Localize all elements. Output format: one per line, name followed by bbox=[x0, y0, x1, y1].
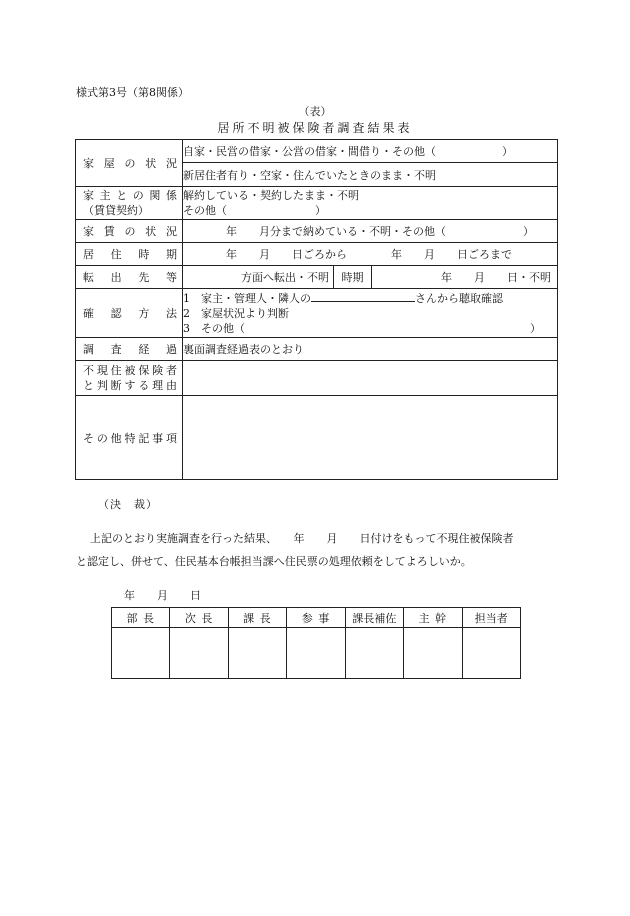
confirmation-item-3 bbox=[183, 321, 557, 336]
approval-header-kacho: 課 長 bbox=[228, 608, 286, 628]
decision-date: 年 月 日 bbox=[124, 589, 201, 602]
landlord-relation-line2: その他（ ） bbox=[183, 204, 326, 217]
approval-header-tantosha: 担当者 bbox=[462, 608, 520, 628]
investigation-process-label: 調査経過 bbox=[76, 338, 183, 361]
informant-name-blank bbox=[311, 290, 415, 302]
decision-paragraph-line1: 上記のとおり実施調査を行った結果、 年 月 日付けをもって不現住被保険者 bbox=[90, 532, 514, 545]
landlord-relation-label-line2: （賃貸契約） bbox=[83, 204, 149, 217]
moved-period-label: 時期 bbox=[334, 266, 372, 289]
decision-paragraph bbox=[76, 527, 556, 573]
confirmation-item-2: 2 家屋状況より判断 bbox=[183, 307, 289, 320]
approval-stamp-cell[interactable] bbox=[404, 628, 462, 679]
rent-status-value: 年 月分まで納めている・不明・その他（ ） bbox=[183, 220, 558, 243]
approval-header-sanji: 参 事 bbox=[287, 608, 345, 628]
reason-label bbox=[76, 361, 183, 396]
housing-status-label: 家屋の状況 bbox=[76, 140, 183, 187]
landlord-relation-label bbox=[76, 187, 183, 220]
moved-to-label: 転出先等 bbox=[76, 266, 183, 289]
other-notes-value[interactable] bbox=[183, 396, 558, 480]
investigation-process-value: 裏面調査経過表のとおり bbox=[183, 338, 558, 361]
housing-status-line1: 自家・民営の借家・公営の借家・間借り・その他（ ） bbox=[183, 140, 558, 163]
sheet-label: （表） bbox=[298, 105, 332, 118]
housing-status-line2: 新居住者有り・空家・住んでいたときのまま・不明 bbox=[183, 163, 558, 187]
approval-header-bucho: 部 長 bbox=[112, 608, 170, 628]
approval-stamp-cell[interactable] bbox=[345, 628, 403, 679]
confirmation-item-3-close: ） bbox=[530, 322, 542, 335]
landlord-relation-value bbox=[183, 187, 558, 220]
rent-status-label: 家賃の状況 bbox=[76, 220, 183, 243]
approval-stamp-cell[interactable] bbox=[112, 628, 170, 679]
confirmation-item-3-text: 3 その他（ bbox=[183, 322, 245, 335]
approval-stamp-cell[interactable] bbox=[170, 628, 228, 679]
form-number: 様式第3号（第8関係） bbox=[76, 86, 189, 99]
other-notes-label: その他特記事項 bbox=[76, 396, 183, 480]
reason-label-line2: と判断する理由 bbox=[83, 379, 177, 392]
confirmation-item-1-prefix: 1 家主・管理人・隣人の bbox=[183, 292, 311, 305]
landlord-relation-label-line1: 家主との関係 bbox=[83, 189, 177, 202]
confirmation-method-label: 確認方法 bbox=[76, 289, 183, 338]
confirmation-method-value bbox=[183, 289, 558, 338]
decision-paragraph-line2: と認定し、併せて、住民基本台帳担当課へ住民票の処理依頼をしてよろしいか。 bbox=[76, 555, 472, 568]
approval-header-jicho: 次 長 bbox=[170, 608, 228, 628]
approval-stamp-table bbox=[111, 607, 521, 679]
survey-result-table bbox=[75, 139, 558, 480]
moved-to-value: 方面へ転出・不明 bbox=[183, 266, 334, 289]
landlord-relation-line1: 解約している・契約したまま・不明 bbox=[183, 189, 359, 202]
page-title: 居所不明被保険者調査結果表 bbox=[217, 121, 413, 135]
residence-period-value: 年 月 日ごろから 年 月 日ごろまで bbox=[183, 243, 558, 266]
reason-label-line1: 不現住被保険者 bbox=[83, 364, 177, 377]
reason-value[interactable] bbox=[183, 361, 558, 396]
approval-header-kacho-hosa: 課長補佐 bbox=[345, 608, 403, 628]
confirmation-item-1 bbox=[183, 290, 557, 306]
moved-period-value: 年 月 日・不明 bbox=[372, 266, 558, 289]
confirmation-item-1-suffix: さんから聴取確認 bbox=[415, 292, 503, 305]
approval-stamp-cell[interactable] bbox=[462, 628, 520, 679]
residence-period-label: 居住時期 bbox=[76, 243, 183, 266]
decision-label: （決 裁） bbox=[98, 498, 158, 511]
approval-stamp-cell[interactable] bbox=[287, 628, 345, 679]
approval-stamp-cell[interactable] bbox=[228, 628, 286, 679]
approval-header-shukan: 主 幹 bbox=[404, 608, 462, 628]
